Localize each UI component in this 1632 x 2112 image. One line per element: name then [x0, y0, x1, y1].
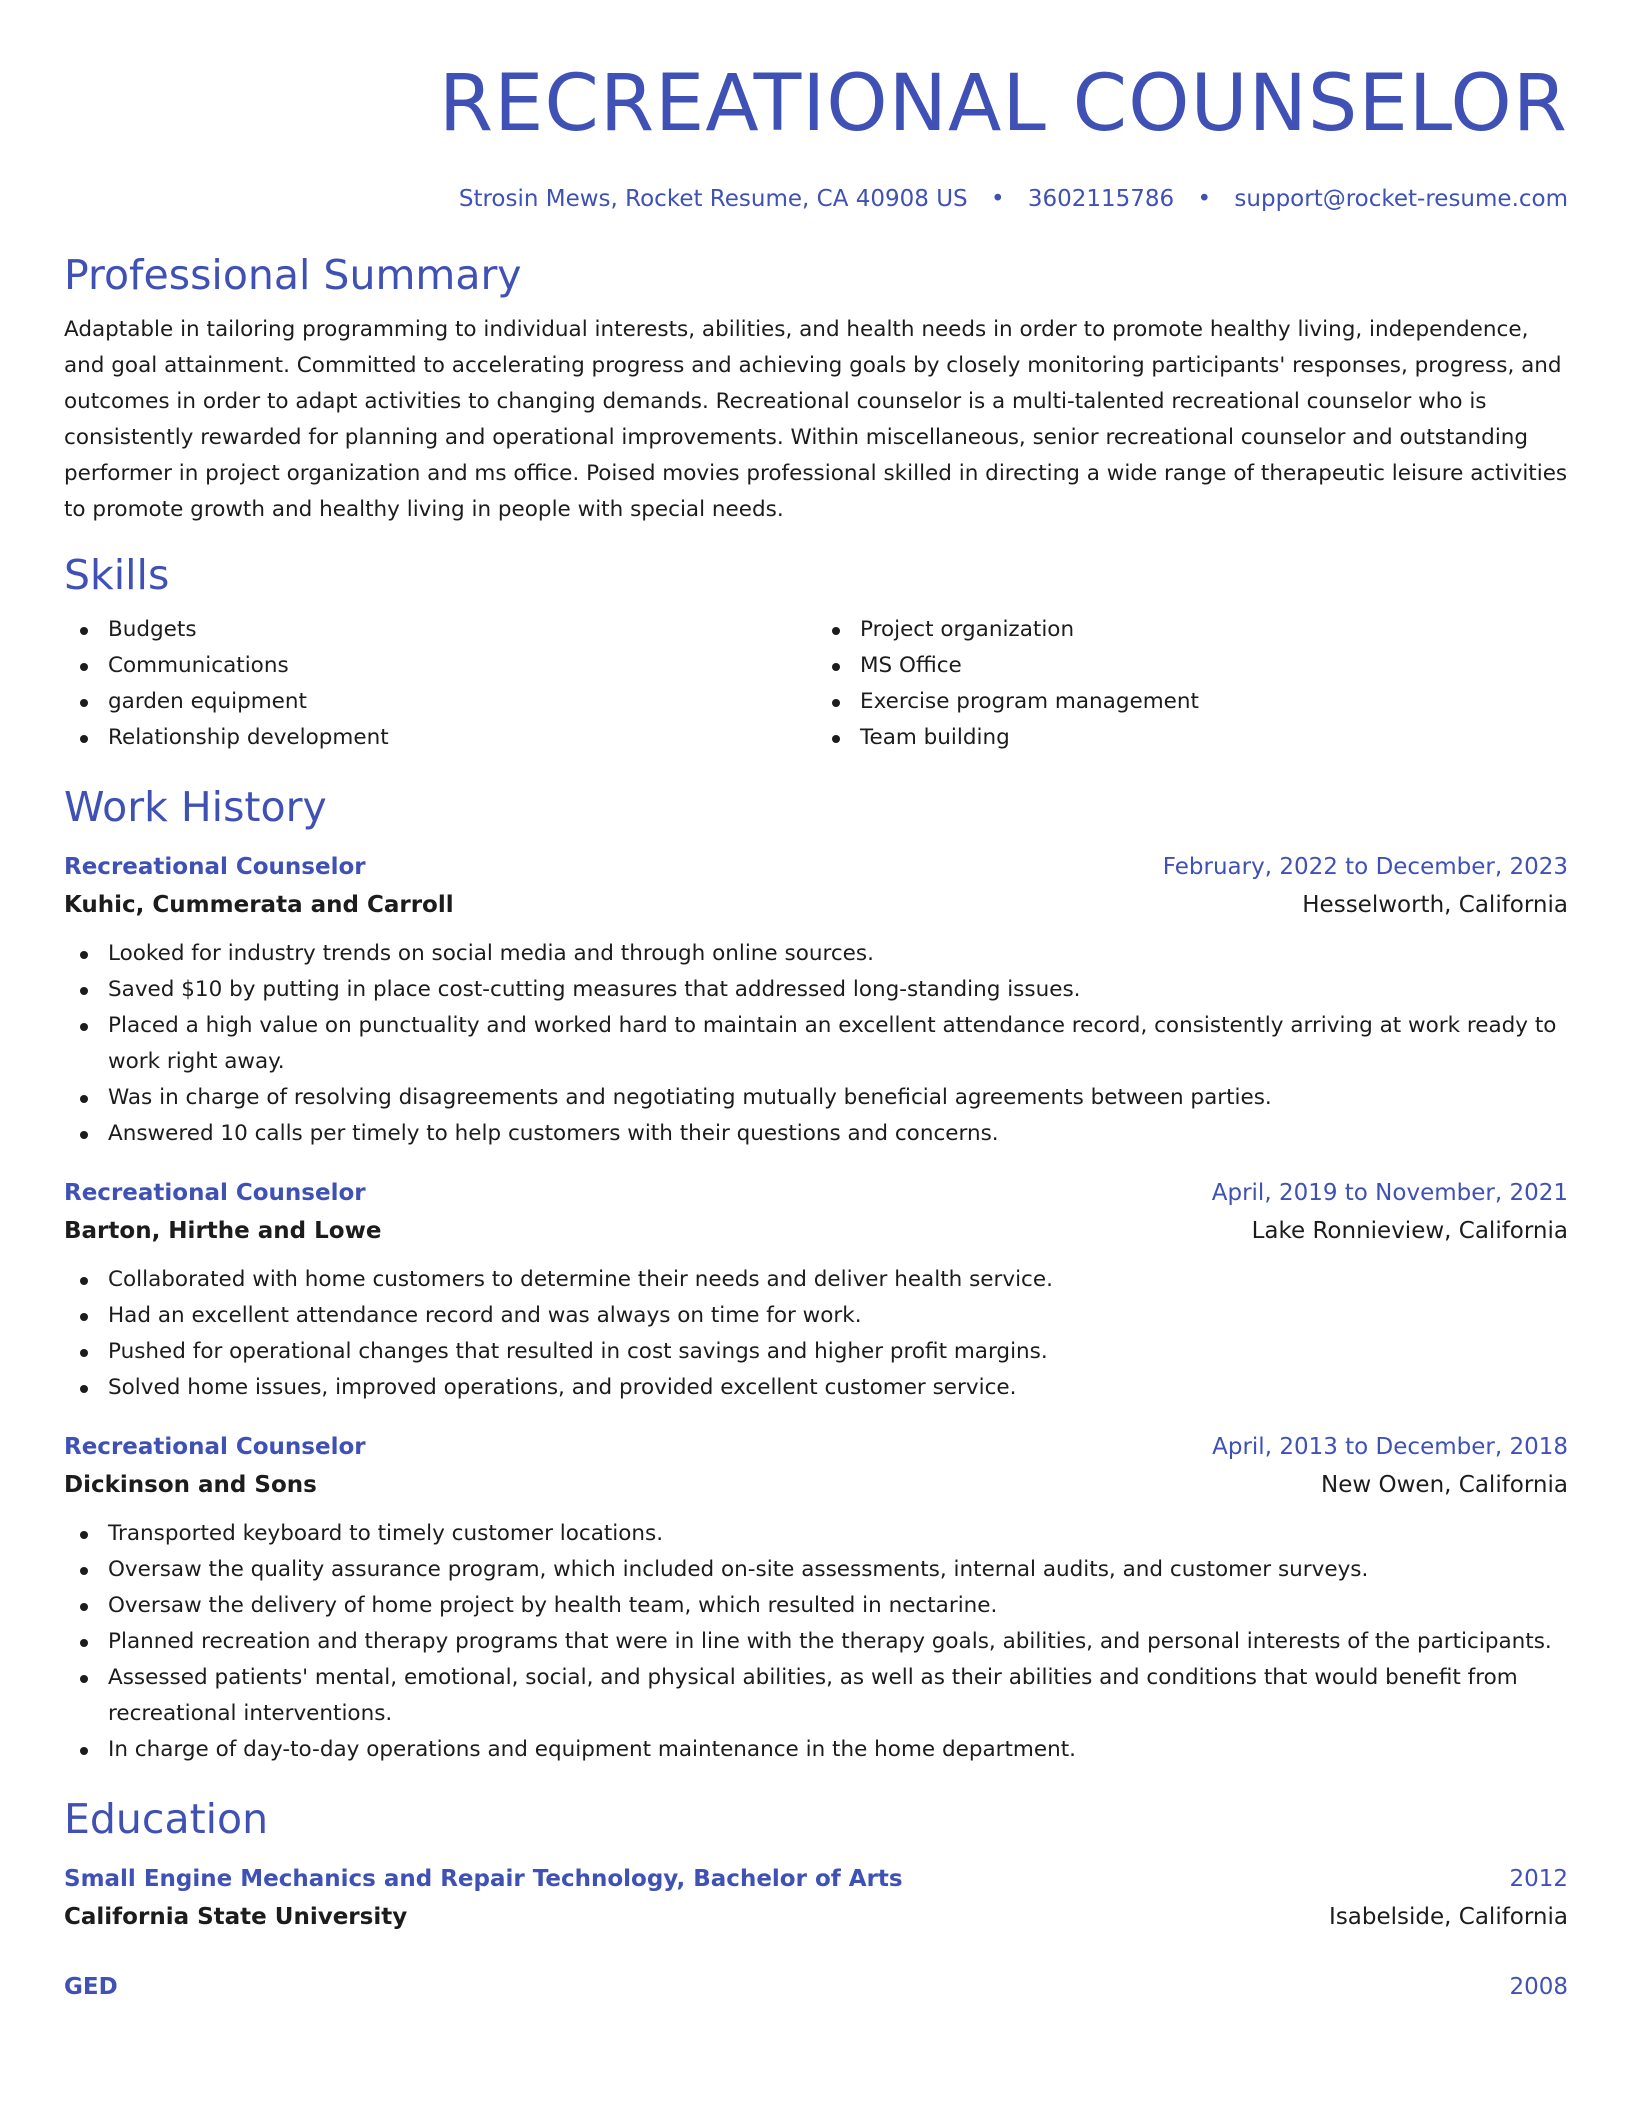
job-location: Lake Ronnieview, California [1251, 1218, 1568, 1244]
professional-summary-section [64, 250, 1568, 528]
job-company: Dickinson and Sons [64, 1472, 317, 1498]
education-entry [64, 1860, 1568, 1936]
education-header-row [64, 1968, 1568, 2006]
contact-line [64, 184, 1568, 214]
education-year: 2012 [1509, 1866, 1568, 1892]
skill-item: garden equipment [64, 684, 816, 720]
job-bullets [64, 1516, 1568, 1768]
skills-column-left [64, 612, 816, 756]
job-bullet: Placed a high value on punctuality and worked hard to maintain an excellent attendance record, consistently arriving at work ready to work right away. [64, 1008, 1568, 1080]
skill-item: MS Office [816, 648, 1568, 684]
job-bullet: Pushed for operational changes that resulted in cost savings and higher profit margins. [64, 1334, 1568, 1370]
education-location: Isabelside, California [1329, 1904, 1568, 1930]
contact-address: Strosin Mews, Rocket Resume, CA 40908 US [458, 186, 968, 212]
job-bullets [64, 936, 1568, 1152]
job-bullets [64, 1262, 1568, 1406]
section-title-education: Education [64, 1795, 269, 1843]
job-bullet: Oversaw the delivery of home project by health team, which resulted in nectarine. [64, 1588, 1568, 1624]
job-entry [64, 1174, 1568, 1406]
job-header-row [64, 1428, 1568, 1466]
candidate-name: RECREATIONAL COUNSELOR [438, 59, 1568, 149]
job-role: Recreational Counselor [64, 1180, 366, 1206]
job-bullet: Transported keyboard to timely customer locations. [64, 1516, 1568, 1552]
job-bullet: Looked for industry trends on social media and through online sources. [64, 936, 1568, 972]
job-dates: April, 2019 to November, 2021 [1211, 1180, 1568, 1206]
education-school-row [64, 1898, 1568, 1936]
job-bullet: Saved $10 by putting in place cost-cutting measures that addressed long-standing issues. [64, 972, 1568, 1008]
skill-item: Budgets [64, 612, 816, 648]
contact-email: support@rocket-resume.com [1234, 186, 1568, 212]
section-title-work: Work History [64, 783, 327, 831]
skill-item: Exercise program management [816, 684, 1568, 720]
job-bullet: Was in charge of resolving disagreements and negotiating mutually beneficial agreements between parties. [64, 1080, 1568, 1116]
job-company-row [64, 886, 1568, 924]
education-school: California State University [64, 1904, 408, 1930]
job-company: Barton, Hirthe and Lowe [64, 1218, 382, 1244]
job-role: Recreational Counselor [64, 854, 366, 880]
job-company-row [64, 1466, 1568, 1504]
job-bullet: Assessed patients' mental, emotional, social, and physical abilities, as well as their abilities and conditions that would benefit from recreational interventions. [64, 1660, 1568, 1732]
skill-item: Communications [64, 648, 816, 684]
job-header-row [64, 1174, 1568, 1212]
job-bullet: Collaborated with home customers to determine their needs and deliver health service. [64, 1262, 1568, 1298]
contact-separator: • [1197, 186, 1212, 212]
education-section [64, 1794, 1568, 2006]
skill-item: Team building [816, 720, 1568, 756]
job-bullet: In charge of day-to-day operations and equipment maintenance in the home department. [64, 1732, 1568, 1768]
job-role: Recreational Counselor [64, 1434, 366, 1460]
education-year: 2008 [1509, 1974, 1568, 2000]
summary-text: Adaptable in tailoring programming to individual interests, abilities, and health needs in order to promote healthy living, independence, and goal attainment. Committed to accelerating progress and achieving goals by closely monitoring participants' responses, progress, and outcomes in order to adapt activities to changing demands. Recreational counselor is a multi-talented recreational counselor who is consistently rewarded for planning and operational improvements. Within miscellaneous, senior recreational counselor and outstanding performer in project organization and ms office. Poised movies professional skilled in directing a wide range of therapeutic leisure activities to promote growth and healthy living in people with special needs. [64, 317, 1568, 522]
education-degree: Small Engine Mechanics and Repair Technology, Bachelor of Arts [64, 1866, 903, 1892]
skill-item: Project organization [816, 612, 1568, 648]
job-location: Hesselworth, California [1302, 892, 1568, 918]
job-bullet: Planned recreation and therapy programs that were in line with the therapy goals, abilities, and personal interests of the participants. [64, 1624, 1568, 1660]
job-company-row [64, 1212, 1568, 1250]
work-history-section [64, 782, 1568, 1768]
job-header-row [64, 848, 1568, 886]
job-entry [64, 848, 1568, 1152]
contact-phone: 3602115786 [1027, 186, 1175, 212]
skills-grid [64, 612, 1568, 756]
education-header-row [64, 1860, 1568, 1898]
education-degree: GED [64, 1974, 118, 2000]
job-entry [64, 1428, 1568, 1768]
skill-item: Relationship development [64, 720, 816, 756]
job-bullet: Answered 10 calls per timely to help customers with their questions and concerns. [64, 1116, 1568, 1152]
skills-list-left [64, 612, 816, 756]
resume-header [64, 0, 1568, 214]
section-title-summary: Professional Summary [64, 251, 522, 299]
job-bullet: Solved home issues, improved operations, and provided excellent customer service. [64, 1370, 1568, 1406]
job-dates: February, 2022 to December, 2023 [1162, 854, 1568, 880]
job-bullet: Oversaw the quality assurance program, which included on-site assessments, internal audits, and customer surveys. [64, 1552, 1568, 1588]
job-bullet: Had an excellent attendance record and was always on time for work. [64, 1298, 1568, 1334]
contact-separator: • [990, 186, 1005, 212]
job-company: Kuhic, Cummerata and Carroll [64, 892, 454, 918]
skills-section [64, 550, 1568, 756]
section-title-skills: Skills [64, 551, 170, 599]
skills-list-right [816, 612, 1568, 756]
job-dates: April, 2013 to December, 2018 [1212, 1434, 1568, 1460]
skills-column-right [816, 612, 1568, 756]
education-entry [64, 1968, 1568, 2006]
job-location: New Owen, California [1321, 1472, 1568, 1498]
